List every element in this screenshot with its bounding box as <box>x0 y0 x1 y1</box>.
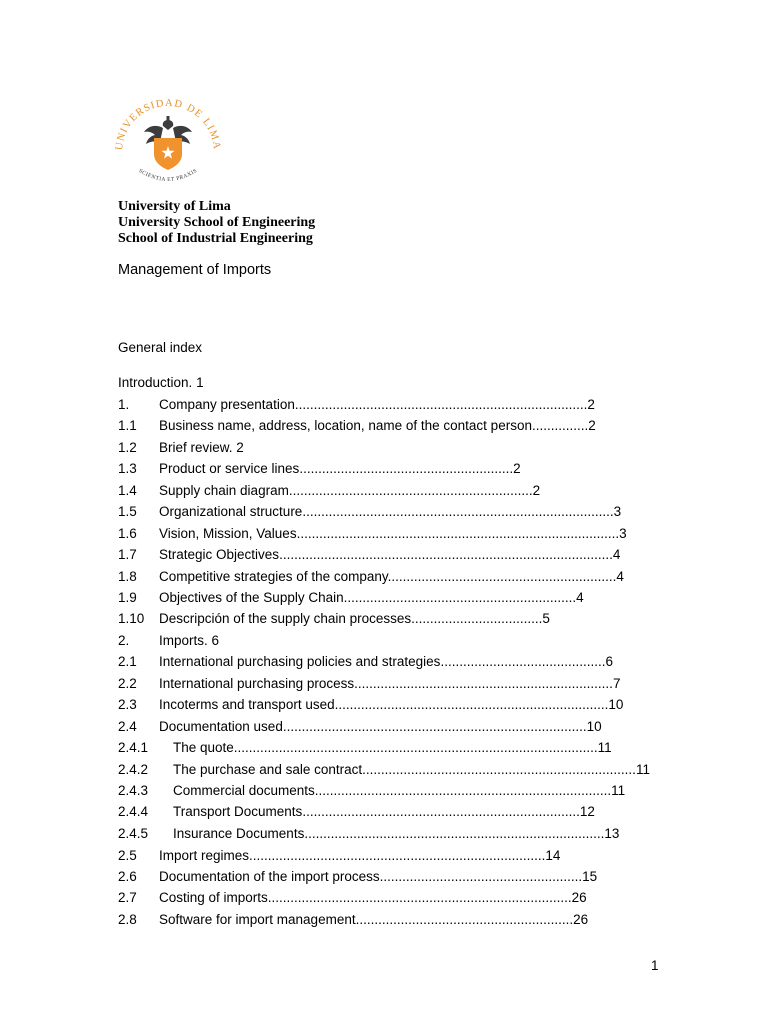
toc-leader: ............................................................................... <box>249 848 546 863</box>
toc-number: 1. <box>118 397 130 412</box>
toc-leader: ................................................................................. <box>282 719 587 734</box>
toc-number: 2.5 <box>118 848 137 863</box>
page-number: 1 <box>651 958 659 973</box>
toc-number: 2.4.5 <box>118 826 149 841</box>
toc-title: International purchasing policies and strategies <box>159 654 441 669</box>
toc-page: 12 <box>579 804 595 819</box>
toc-page: 26 <box>571 890 587 905</box>
toc-number: 2.4.4 <box>118 804 149 819</box>
toc-number: 2.4.2 <box>118 762 149 777</box>
toc-number: 1.3 <box>118 461 137 476</box>
toc-number: 1.6 <box>118 526 137 541</box>
toc-title: Supply chain diagram <box>159 483 289 498</box>
toc-number: 2.7 <box>118 890 137 905</box>
toc-title: Vision, Mission, Values <box>159 526 297 541</box>
toc-number: 2.1 <box>118 654 137 669</box>
industrial-engineering-school: School of Industrial Engineering <box>118 231 313 246</box>
toc-number: 1.10 <box>118 611 145 626</box>
toc-page: 3 <box>613 504 622 519</box>
toc-entry-label: Introduction. <box>118 375 193 390</box>
logo-ring-text: UNIVERSIDAD DE LIMA <box>113 97 223 151</box>
toc-title: International purchasing process <box>159 676 355 691</box>
toc-title: Business name, address, location, name of the contact person <box>159 418 532 433</box>
toc-page: 15 <box>582 869 598 884</box>
toc-page: 6 <box>211 633 220 648</box>
toc-page: 2 <box>532 483 541 498</box>
toc-entry[interactable] <box>118 374 204 392</box>
toc-page: 2 <box>236 440 244 455</box>
toc-title: Company presentation <box>159 397 295 412</box>
toc-leader: ...................................................... <box>379 869 583 884</box>
document-title: Management of Imports <box>118 262 272 278</box>
toc-number: 2.4.3 <box>118 783 149 798</box>
toc-number: 2.4 <box>118 719 137 734</box>
toc-leader: ......................................................................................... <box>279 547 613 562</box>
toc-leader: ............... <box>531 418 589 433</box>
engineering-school: University School of Engineering <box>118 215 316 230</box>
toc-leader: ................................... <box>411 611 543 626</box>
toc-page: 13 <box>604 826 620 841</box>
toc-number: 2.6 <box>118 869 137 884</box>
toc-title: Competitive strategies of the company <box>159 569 388 584</box>
toc-title: Documentation of the import process <box>159 869 380 884</box>
university-logo <box>108 90 228 200</box>
toc-page: 6 <box>605 654 613 669</box>
toc-leader: ......................................................................... <box>362 762 636 777</box>
toc-leader: ................................................................................... <box>302 504 614 519</box>
toc-leader: .............................................................................. <box>294 397 588 412</box>
toc-leader: ...................................................................................... <box>296 526 620 541</box>
toc-title: Software for import management <box>159 912 356 927</box>
toc-page: 10 <box>608 697 624 712</box>
toc-title: Commercial documents <box>173 783 315 798</box>
logo-motto: SCIENTIA ET PRAXIS <box>137 167 199 184</box>
institution-block <box>118 199 315 247</box>
institution-name: University of Lima <box>118 199 231 214</box>
toc-leader: ..................................................................... <box>354 676 613 691</box>
svg-text:SCIENTIA ET PRAXIS <box>138 168 199 183</box>
toc-number: 1.1 <box>118 418 137 433</box>
toc-title: Strategic Objectives <box>159 547 280 562</box>
toc-page: 3 <box>619 526 627 541</box>
toc-leader: .......................................................... <box>355 912 574 927</box>
toc-leader: ................................................................................................. <box>233 740 598 755</box>
toc-title: Incoterms and transport used <box>159 697 335 712</box>
toc-page: 2 <box>587 397 595 412</box>
toc-title: The purchase and sale contract <box>173 762 363 777</box>
toc-number: 1.2 <box>118 440 137 455</box>
toc-page: 7 <box>612 676 621 691</box>
toc-leader: ............................................................. <box>387 569 617 584</box>
toc-number: 2.8 <box>118 912 137 927</box>
toc-leader: ................................................................................ <box>304 826 605 841</box>
toc-number: 1.8 <box>118 569 137 584</box>
toc-page: 2 <box>588 418 596 433</box>
toc-number: 2.2 <box>118 676 137 691</box>
toc-title: Imports. <box>159 633 208 648</box>
toc-number: 2.3 <box>118 697 137 712</box>
toc-number: 2. <box>118 633 130 648</box>
toc-page: 11 <box>611 783 626 798</box>
toc-page: 4 <box>616 569 624 584</box>
toc-leader: ......................................................................... <box>334 697 609 712</box>
toc-leader: .............................................................. <box>343 590 577 605</box>
toc-page: 5 <box>542 611 550 626</box>
toc-leader: ......................................................... <box>299 461 514 476</box>
toc-number: 1.4 <box>118 483 137 498</box>
toc-page: 10 <box>586 719 602 734</box>
toc-title: Brief review. <box>159 440 233 455</box>
toc-page: 1 <box>196 375 204 390</box>
toc-page: 14 <box>545 848 561 863</box>
toc-leader: .......................................................................... <box>302 804 580 819</box>
toc-number: 1.5 <box>118 504 137 519</box>
toc-leader: ................................................................. <box>288 483 533 498</box>
toc-number: 2.4.1 <box>118 740 149 755</box>
toc-title: Descripción of the supply chain processes <box>159 611 412 626</box>
toc-page: 4 <box>576 590 584 605</box>
toc-title: Product or service lines <box>159 461 300 476</box>
toc-title: Objectives of the Supply Chain <box>159 590 344 605</box>
toc-title: Transport Documents <box>173 804 303 819</box>
toc-leader: ............................................ <box>440 654 606 669</box>
toc-page: 4 <box>612 547 621 562</box>
toc-title: Costing of imports <box>159 890 268 905</box>
toc-page: 2 <box>513 461 521 476</box>
toc-title: The quote <box>173 740 234 755</box>
toc-title: Import regimes <box>159 848 250 863</box>
toc-page: 11 <box>635 762 650 777</box>
toc-number: 1.9 <box>118 590 137 605</box>
toc-leader: ............................................................................... <box>314 783 612 798</box>
index-title: General index <box>118 340 203 355</box>
toc-title: Documentation used <box>159 719 283 734</box>
toc-leader: ................................................................................. <box>267 890 572 905</box>
toc-number: 1.7 <box>118 547 137 562</box>
toc-page: 11 <box>597 740 612 755</box>
toc-title: Organizational structure <box>159 504 303 519</box>
toc-title: Insurance Documents <box>173 826 305 841</box>
toc-page: 26 <box>573 912 589 927</box>
